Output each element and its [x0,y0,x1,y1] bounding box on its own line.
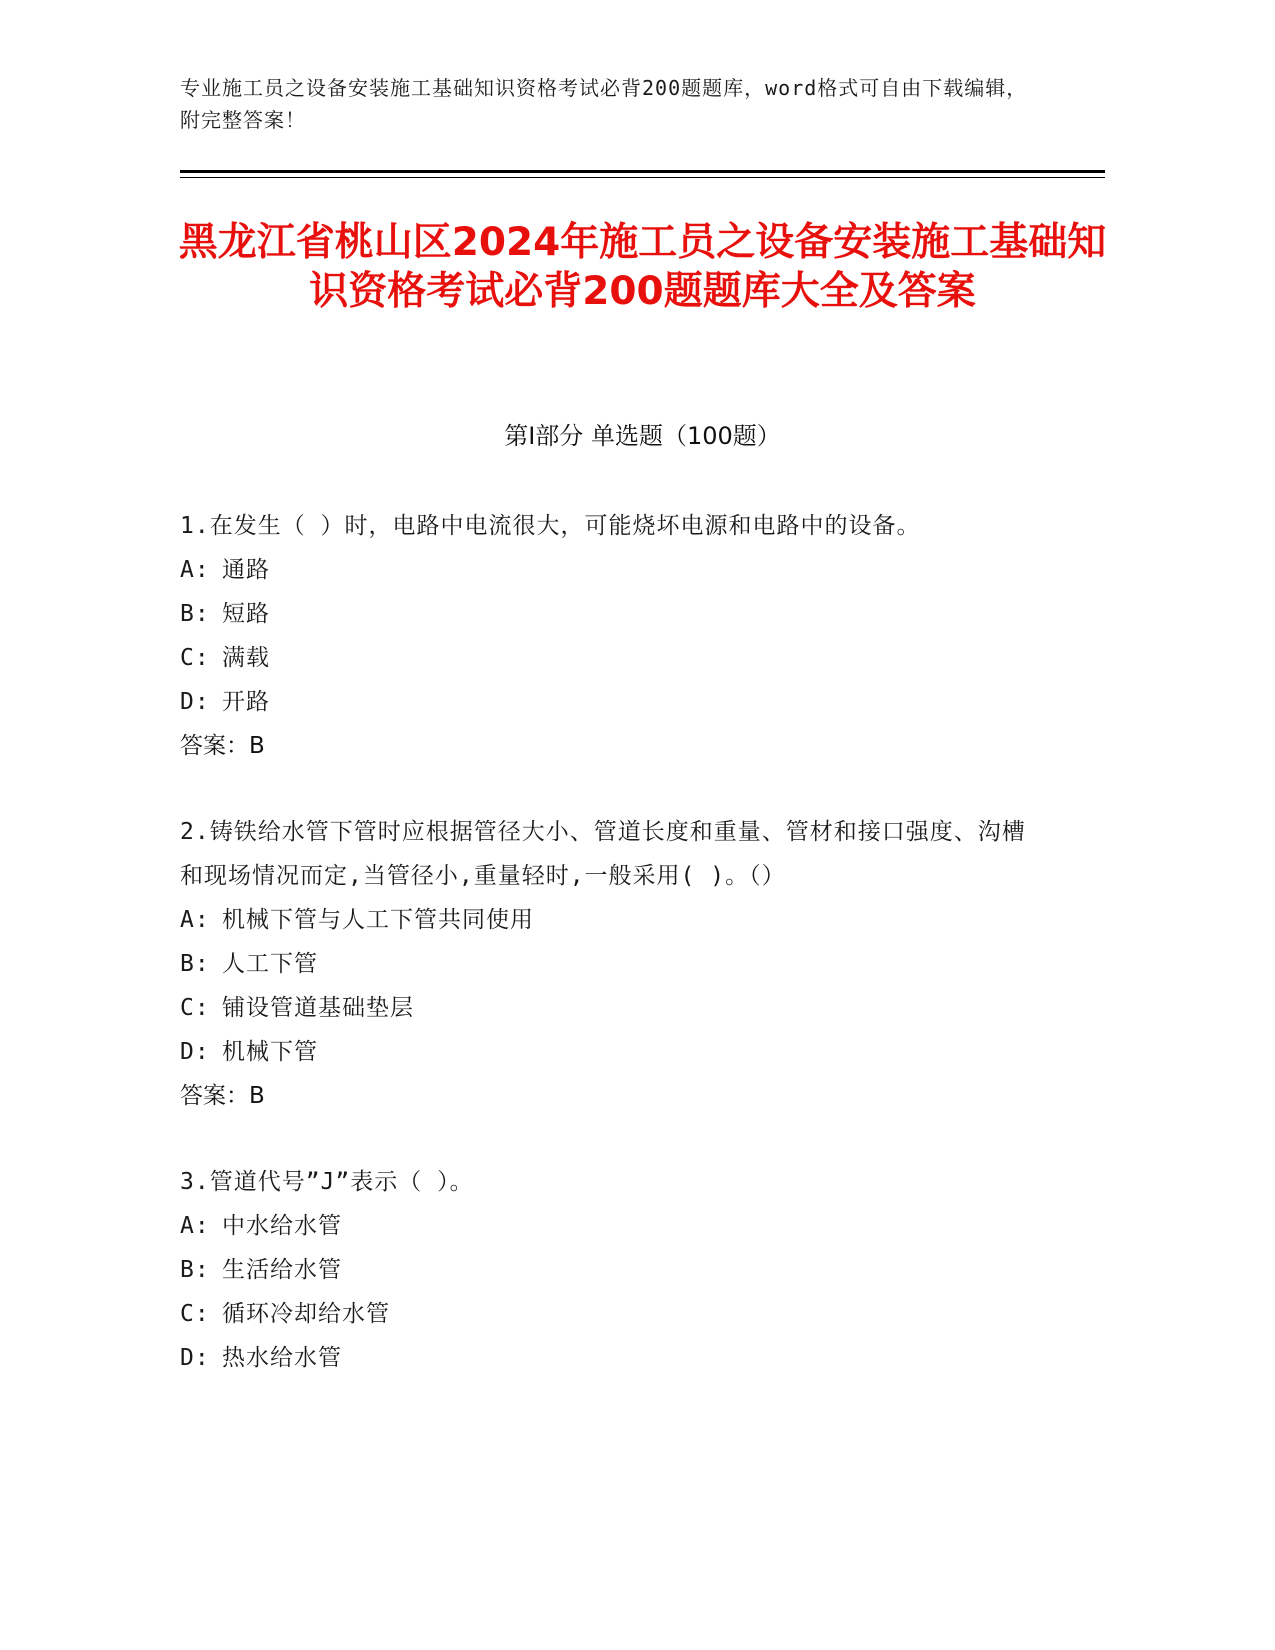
option-text: 开路 [222,689,270,715]
option-a [180,548,1030,592]
option-c [180,1292,1030,1336]
option-letter: C: [180,1301,210,1327]
option-d [180,680,1030,724]
question-stem: 2.铸铁给水管下管时应根据管径大小、管道长度和重量、管材和接口强度、沟槽和现场情况而定,当管径小,重量轻时,一般采用( )。（） [180,819,1026,889]
question-stem: 1.在发生（ ）时，电路中电流很大，可能烧坏电源和电路中的设备。 [180,513,921,539]
header-rule-thin [180,177,1105,178]
question-stem: 3.管道代号”J”表示（ ）。 [180,1169,474,1195]
section-title: 第Ⅰ部分 单选题（100题） [504,422,781,450]
option-c [180,636,1030,680]
option-text: 人工下管 [222,951,318,977]
option-b [180,592,1030,636]
option-a [180,898,1030,942]
answer-line: 答案：B [180,1083,265,1109]
question-list [180,504,1030,1422]
document-title: 黑龙江省桃山区2024年施工员之设备安装施工基础知识资格考试必背200题题库大全及答案 [178,220,1107,314]
option-text: 铺设管道基础垫层 [222,995,414,1021]
option-letter: A: [180,557,210,583]
option-d [180,1030,1030,1074]
option-d [180,1336,1030,1380]
option-letter: D: [180,1039,210,1065]
option-text: 中水给水管 [222,1213,342,1239]
option-letter: B: [180,1257,210,1283]
option-text: 循环冷却给水管 [222,1301,390,1327]
question-1 [180,504,1030,768]
option-text: 热水给水管 [222,1345,342,1371]
option-text: 机械下管 [222,1039,318,1065]
option-text: 通路 [222,557,270,583]
header-note: 专业施工员之设备安装施工基础知识资格考试必背200题题库，word格式可自由下载编辑，附完整答案！ [180,76,1028,132]
question-2 [180,810,1030,1118]
option-b [180,1248,1030,1292]
option-letter: C: [180,645,210,671]
option-a [180,1204,1030,1248]
option-text: 生活给水管 [222,1257,342,1283]
option-letter: D: [180,689,210,715]
option-letter: B: [180,951,210,977]
option-letter: B: [180,601,210,627]
question-3 [180,1160,1030,1380]
option-letter: C: [180,995,210,1021]
option-c [180,986,1030,1030]
header-rule-thick [180,170,1105,173]
option-text: 机械下管与人工下管共同使用 [222,907,534,933]
option-b [180,942,1030,986]
option-letter: A: [180,1213,210,1239]
option-text: 短路 [222,601,270,627]
option-letter: D: [180,1345,210,1371]
answer-line: 答案：B [180,733,265,759]
option-letter: A: [180,907,210,933]
option-text: 满载 [222,645,270,671]
